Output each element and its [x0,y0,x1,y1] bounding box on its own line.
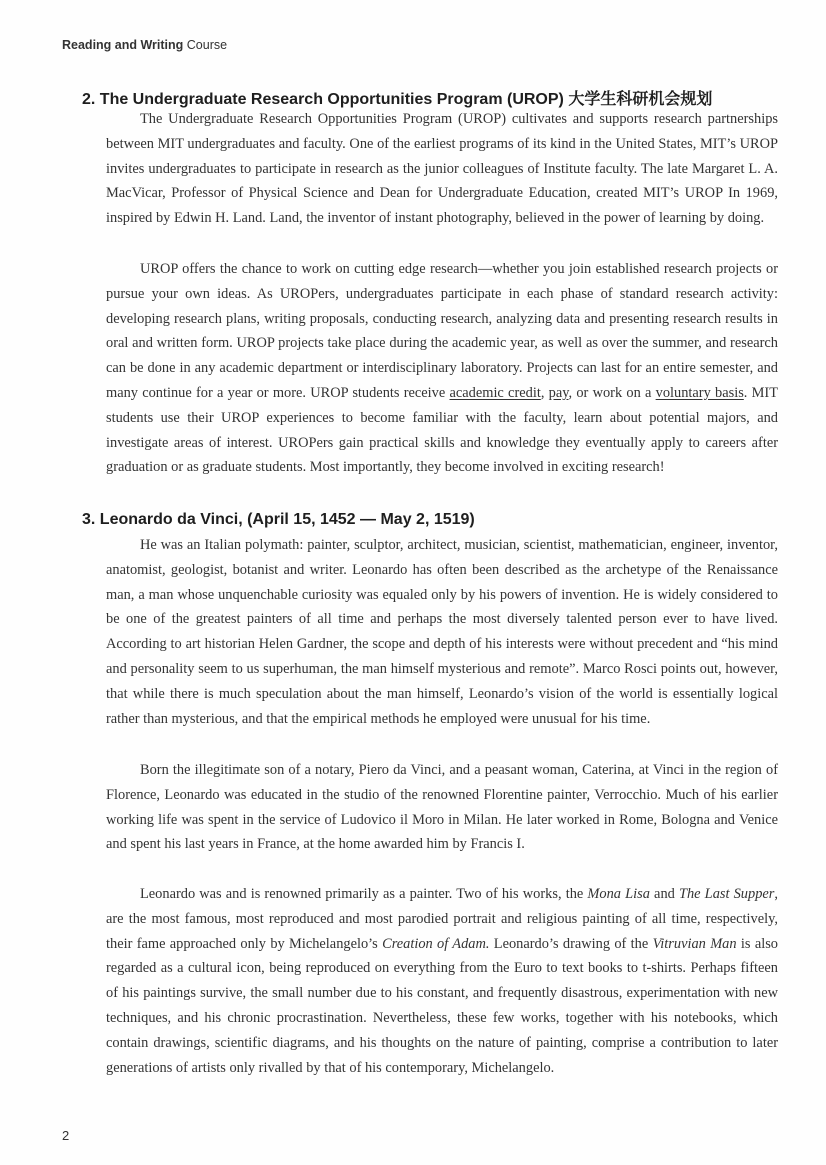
running-header-course: Course [186,38,228,52]
leonardo-p3-text-b: and [649,886,679,902]
urop-p2-sep-1: , [540,384,549,401]
title-mona-lisa: Mona Lisa [587,886,650,902]
title-vitruvian-man: Vitruvian Man [652,935,737,952]
leonardo-p3-text-a: Leonardo was and is renowned primarily as a painter. Two of his works, the [140,886,588,902]
underlined-voluntary-basis: voluntary basis [655,384,744,401]
underlined-academic-credit: academic credit [449,384,541,401]
urop-p2-text-2: . MIT students use their UROP experiences to become familiar with the faculty, learn about potential majors, and investigate areas of interest. UROPers gain practical skills and knowledge they eventually apply to careers after graduation or as graduate students. Most importantly, they become involved in exciting research! [106,384,779,476]
running-header [62,38,227,52]
urop-paragraph-1: The Undergraduate Research Opportunities Program (UROP) cultivates and supports research partnerships between MIT undergraduates and faculty. One of the earliest programs of its kind in the United States, MIT’s UROP invites undergraduates to participate in research as the junior colleagues of Institute faculty. The late Margaret L. A. MacVicar, Professor of Physical Science and Dean for Undergraduate Education, created MIT’s UROP In 1969, inspired by Edwin H. Land. Land, the inventor of instant photography, believed in the power of learning by doing. [106,111,778,227]
leonardo-p3-text-e: is also regarded as a cultural icon, being reproduced on everything from the Euro to text books to t-shirts. Perhaps fifteen of his paintings survive, the small number due to his constant, and frequently disastrous, experimentation with new techniques, and his chronic procrastination. Nevertheless, these few works, together with his notebooks, which contain drawings, scientific diagrams, and his thoughts on the nature of painting, comprise a contribution to later generations of artists only rivalled by that of his contemporary, Michelangelo. [106,935,779,1076]
title-creation-of-adam: Creation of Adam. [382,935,490,952]
urop-p2-text-1: UROP offers the chance to work on cutting edge research—whether you join established research projects or pursue your own ideas. As UROPers, undergraduates participate in each phase of standard research activity: developing research plans, writing proposals, conducting research, analyzing data and presenting research results in oral and written form. UROP projects take place during the academic year, as well as over the summer, and research can be done in any academic department or interdisciplinary laboratory. Projects can last for an entire semester, and many continue for a year or more. UROP students receive [106,261,778,401]
leonardo-p3-text-d: Leonardo’s drawing of the [489,935,653,952]
urop-paragraph-2 [106,257,778,480]
underlined-pay: pay [548,384,569,401]
leonardo-paragraph-1: He was an Italian polymath: painter, sculptor, architect, musician, scientist, mathematician, engineer, inventor, anatomist, geologist, botanist and writer. Leonardo has often been described as the archetype of the Renaissance man, a man whose unquenchable curiosity was equaled only by his powers of invention. He is widely considered to be one of the greatest painters of all time and perhaps the most diversely talented person ever to have lived. According to art historian Helen Gardner, the scope and depth of his interests were without precedent and “his mind and personality seem to us superhuman, the man himself mysterious and remote”. Marco Rosci points out, however, that while there is much speculation about the man himself, Leonardo’s vision of the world is essentially logical rather than mysterious, and that the empirical methods he employed were unusual for his time. [106,537,778,727]
urop-p2-sep-2: , or work on a [568,384,656,401]
section-title-urop: 2. The Undergraduate Research Opportunities Program (UROP) 大学生科研机会规划 [82,91,713,108]
leonardo-paragraph-3 [106,882,778,1080]
section-title-leonardo: 3. Leonardo da Vinci, (April 15, 1452 — May 2, 1519) [82,511,475,528]
title-last-supper: The Last Supper [678,886,775,902]
page-number: 2 [62,1128,70,1143]
leonardo-paragraph-2: Born the illegitimate son of a notary, Piero da Vinci, and a peasant woman, Caterina, at Vinci in the region of Florence, Leonardo was educated in the studio of the renowned Florentine painter, Verrocchio. Much of his earlier working life was spent in the service of Ludovico il Moro in Milan. He later worked in Rome, Bologna and Venice and spent his last years in France, at the home awarded him by Francis I. [106,762,778,853]
running-header-book: Reading and Writing [62,38,184,52]
leonardo-p3-text-c: , are the most famous, most reproduced and most parodied portrait and religious painting of all time, respectively, their fame approached only by Michelangelo’s [106,886,778,952]
